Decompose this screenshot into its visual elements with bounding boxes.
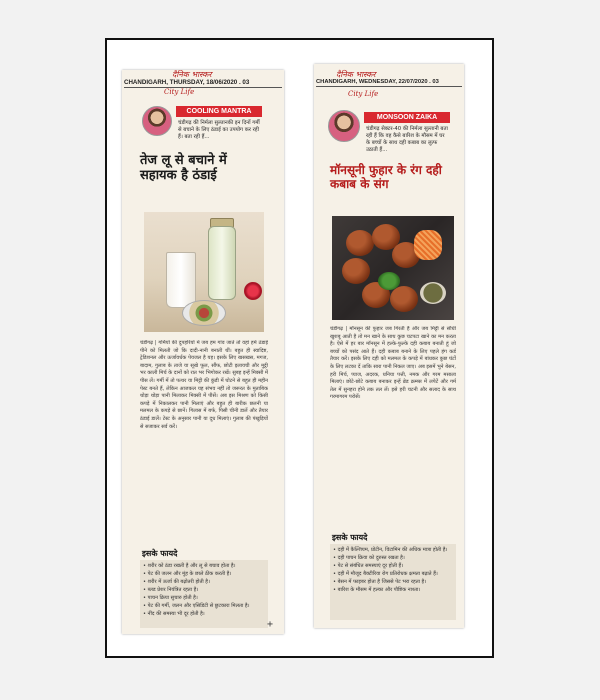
- kabab-piece: [342, 258, 370, 284]
- benefit-item: • बारिश के मौसम में हल्का और पौष्टिक नाश्ता।: [333, 587, 421, 593]
- dateline: CHANDIGARH, WEDNESDAY, 22/07/2020 . 03: [316, 79, 462, 87]
- dateline: CHANDIGARH, THURSDAY, 18/06/2020 . 03: [124, 79, 282, 88]
- headline: मॉनसूनी फुहार के रंग दही कबाब के संग: [330, 163, 442, 191]
- benefit-item: • बेसन में फाइबर होता है जिससे पेट भरा रहता है।: [333, 579, 427, 585]
- handwritten-section-note: City Life: [348, 90, 379, 98]
- headline: तेज लू से बचाने में सहायक है ठंडाई: [140, 153, 227, 183]
- kabab-piece: [346, 230, 374, 256]
- handwritten-section-note: City Life: [164, 88, 195, 96]
- handwritten-masthead: दैनिक भास्कर: [336, 70, 376, 79]
- carrot-salad: [414, 230, 442, 260]
- thandai-bottle: [208, 226, 236, 300]
- rose-flower: [244, 282, 262, 300]
- benefit-item: • नींद की समस्या भी दूर होती है।: [143, 611, 205, 617]
- benefit-item: • पेट से संबंधित समस्याएं दूर होती हैं।: [333, 563, 404, 569]
- coriander-garnish: [378, 272, 400, 290]
- benefit-item: • ब्लड प्रेशर नियंत्रित रहता है।: [143, 587, 199, 593]
- author-photo: [142, 106, 172, 136]
- column-title: COOLING MANTRA: [176, 106, 262, 117]
- benefit-item: • शरीर को ठंडा रखती है और लू से बचाव होता है।: [143, 563, 236, 569]
- column-title: MONSOON ZAIKA: [364, 112, 450, 123]
- benefit-item: • पेट की जलन और मुंह के छाले ठीक करती है।: [143, 571, 232, 577]
- newspaper-clipping-monsoon-zaika: [314, 64, 464, 628]
- benefit-item: • शरीर में ऊर्जा की बढ़ोतरी होती है।: [143, 579, 210, 585]
- newspaper-clipping-cooling-mantra: [122, 70, 284, 634]
- thandai-photo: [144, 212, 264, 332]
- author-photo: [328, 110, 360, 142]
- benefit-item: • दही पाचन क्रिया को दुरुस्त रखता है।: [333, 555, 405, 561]
- benefit-item: • पेट की गर्मी, जलन और एसिडिटी से छुटकारा मिलता है।: [143, 603, 250, 609]
- dahi-kabab-photo: [332, 216, 454, 320]
- intro-text: चंडीगढ़ सेक्टर-40 की निर्मला सुल्तानी बता रही हैं कि वह कैसे बारिश के मौसम में घर के बच्चों के साथ दही कबाब का लुत्फ उठाती हैं...: [366, 126, 448, 153]
- article-body: चंडीगढ़ | मॉनसून की फुहार जब गिरती है और जब मिट्टी से सौंधी खुशबू आती है तो मन खाने के साथ कुछ चटपटा खाने का मन करता है। ऐसे में हर बार मॉनसून में हल्के-फुल्के दही कबाब बनाती हूं जो बच्चों को पसंद आते हैं। दही कबाब बनाने के लिए पहले हंग कर्ड तैयार करें। इसके लिए दही को मलमल के कपड़े में बांधकर कुछ घंटों के लिए लटका दें ताकि सारा पानी निकल जाए। अब इसमें भुने बेसन, हरी मिर्च, प्याज, अदरक, धनिया पत्ती, नमक और गरम मसाला मिलाएं। छोटे-छोटे कबाब बनाकर इन्हें ब्रेड क्रम्ब्स में लपेटें और गर्म तेल में सुनहरा होने तक तल लें। इसे हरी चटनी और सलाद के साथ गरमागरम परोसें।: [330, 326, 456, 401]
- thandai-glass: [166, 252, 196, 308]
- benefits-box: [330, 544, 456, 620]
- intro-text: चंडीगढ़ की निर्मला सुल्तानकी इन दिनों गर्मी से बचाने के लिए ठंडाई का उपयोग कर रही हैं। बता रही हैं...: [178, 120, 260, 140]
- benefit-item: • पाचन क्रिया सुचारु होती है।: [143, 595, 198, 601]
- benefits-heading: इसके फायदे: [142, 549, 178, 558]
- benefits-heading: इसके फायदे: [332, 533, 368, 542]
- crosshair-cursor-icon: +: [267, 619, 274, 630]
- benefit-item: • दही में मौजूद बैक्टीरिया रोग प्रतिरोधक क्षमता बढ़ाते हैं।: [333, 571, 438, 577]
- chutney-bowl: [420, 282, 446, 304]
- benefits-box: [140, 560, 268, 628]
- article-body: चंडीगढ़ | गर्मियों की दुपहरियों में जब हम गांव जाते तो वहां हमें ठंडाई पीने को मिलती जो कि दादी-नानी बनाती थीं। बहुत ही स्वादिष्ट, ट्रेडिशनल और ऊर्जावर्धक पेयजल है यह। इसके लिए खसखस, मगज, बादाम, गुलाब के ताजे या सूखे फूल, सौंफ, छोटी इलायची और मुट्ठी भर काली मिर्च के दानों को रात भर भिगोकर रखें। सुबह इन्हें मिक्सी में पीस लें। गर्मी में तो पत्थर या मिट्टी की कुंडी में घोटने से बहुत ही महीन पेस्ट बनते हैं, लेकिन आजकल यह संभव नहीं तो जरूरत के मुताबिक थोड़ा थोड़ा पानी मिलाकर मिक्सी में पीसें। अब इस मिश्रण को किसी कपड़े में निकालकर पानी मिलाएं और बहुत ही बारीक छलनी या मलमल के कपड़े से छानें। गिलास में बर्फ, पिसी चीनी डालें और तैयार ठंडाई डालें। टेस्ट के अनुसार पानी या दूध मिलाएं। गुलाब की पंखुड़ियों से सजाकर सर्व करें।: [140, 340, 268, 430]
- dry-fruits-bowl: [182, 300, 226, 326]
- benefit-item: • दही में कैल्शियम, प्रोटीन, विटामिन की अधिक मात्रा होती है।: [333, 547, 448, 553]
- handwritten-masthead: दैनिक भास्कर: [172, 70, 212, 79]
- kabab-piece: [390, 286, 418, 312]
